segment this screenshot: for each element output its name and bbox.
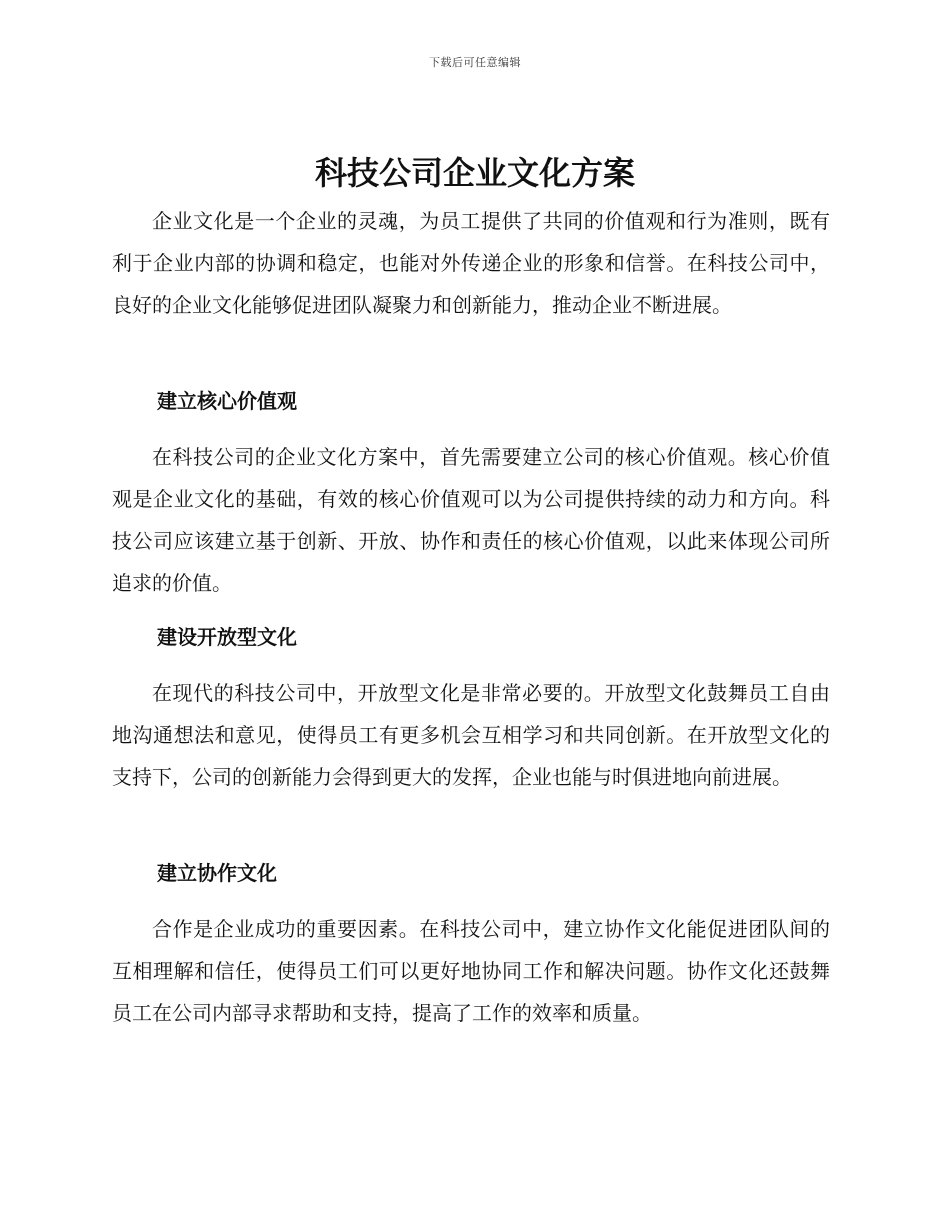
section-heading-open-culture: 建设开放型文化: [157, 625, 297, 649]
section-heading-collaboration: 建立协作文化: [157, 861, 277, 885]
intro-paragraph: 企业文化是一个企业的灵魂，为员工提供了共同的价值观和行为准则，既有利于企业内部的协调和稳定，也能对外传递企业的形象和信誉。在科技公司中，良好的企业文化能够促进团队凝聚力和创新能力，推动企业不断进展。: [112, 209, 830, 317]
section-heading-core-values: 建立核心价值观: [157, 389, 297, 413]
document-title: 科技公司企业文化方案: [314, 154, 635, 192]
section-paragraph-open-culture: 在现代的科技公司中，开放型文化是非常必要的。开放型文化鼓舞员工自由地沟通想法和意见，使得员工有更多机会互相学习和共同创新。在开放型文化的支持下，公司的创新能力会得到更大的发挥，企业也能与时俱进地向前进展。: [112, 681, 830, 789]
header-note: 下载后可任意编辑: [429, 56, 521, 69]
section-paragraph-core-values: 在科技公司的企业文化方案中，首先需要建立公司的核心价值观。核心价值观是企业文化的基础，有效的核心价值观可以为公司提供持续的动力和方向。科技公司应该建立基于创新、开放、协作和责任的核心价值观，以此来体现公司所追求的价值。: [112, 445, 830, 595]
section-paragraph-collaboration: 合作是企业成功的重要因素。在科技公司中，建立协作文化能促进团队间的互相理解和信任，使得员工们可以更好地协同工作和解决问题。协作文化还鼓舞员工在公司内部寻求帮助和支持，提高了工作的效率和质量。: [112, 917, 830, 1025]
